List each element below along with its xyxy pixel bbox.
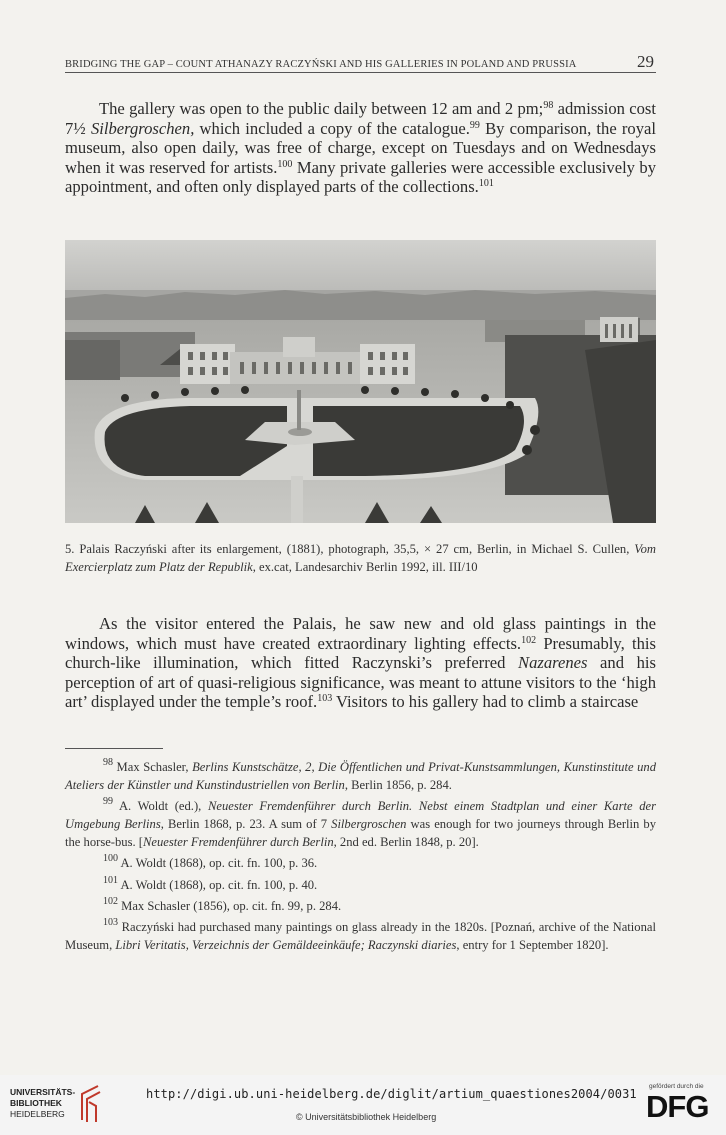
footnote-103: $^{103}$ Raczyński had purchased many paintings on glass already in the 1820s. [Poznań, archive of the National Museum, Libri Veritatis, Verzeichnis der Gemäldeeinkäufe; Raczynski diaries, entry for 1 September 1820]. [65,916,656,952]
footnote-ref-100[interactable]: 100 [277,158,293,170]
page-number: 29 [637,52,654,71]
footnote-ref-102[interactable]: 102 [521,634,537,646]
footnote-101: $^{101}$ A. Woldt (1868), op. cit. fn. 100, p. 40. [103,874,318,892]
footnote-ref-101[interactable]: 101 [478,178,494,189]
copyright-notice: © Universitätsbibliothek Heidelberg [296,1112,437,1122]
footnote-rule [65,748,163,749]
library-logo-text: UNIVERSITÄTS- BIBLIOTHEK HEIDELBERG [10,1087,76,1119]
library-logo-icon [76,1084,102,1124]
figure-caption: 5. Palais Raczyński after its enlargement, (1881), photograph, 35,5, × 27 cm, Berlin, in Michael S. Cullen, Vom Exercierplatz zum Platz der Republik, ex.cat, Landesarchiv Berlin 1992, ill. III/10 [65,542,656,574]
figure-palais-photograph [65,240,656,523]
paragraph-gallery-opening: The gallery was open to the public daily between 12 am and 2 pm;$^{98}$ admission cost 7½ Silbergroschen, which included a copy of the catalogue.$^{99}$ By comparison, the royal museum, also open daily, was free of charge, except on Tuesdays and on Wednesdays when it was reserved for artists.$^{100}$ Many private galleries were accessible exclusively by appointment, and often only displayed parts of the collections.$^{101}$ [65,99,657,196]
source-url-link[interactable]: http://digi.ub.uni-heidelberg.de/diglit/artium_quaestiones2004/0031 [146,1087,637,1101]
digitization-footer [0,1075,726,1135]
paragraph-visitor-entrance: As the visitor entered the Palais, he saw new and old glass paintings in the windows, which must have created extraordinary lighting effects.$^{102}$ Presumably, this church-like illumination, which fitted Raczynski’s preferred Nazarenes and his perception of art of quasi-religious significance, was meant to attune visitors to the ‘high art’ displayed under the temple’s roof.$^{103}$ Visitors to his gallery had to climb a staircase [65,614,656,711]
running-title: BRIDGING THE GAP – COUNT ATHANAZY RACZYŃSKI AND HIS GALLERIES IN POLAND AND PRUSSIA [65,59,577,70]
footnote-102: $^{102}$ Max Schasler (1856), op. cit. fn. 99, p. 284. [103,895,342,913]
dfg-logo: DFG [646,1089,709,1124]
running-head [65,52,656,73]
footnote-ref-99[interactable]: 99 [469,119,480,131]
footnote-ref-103[interactable]: 103 [317,693,333,704]
footnote-99: $^{99}$ A. Woldt (ed.), Neuester Fremdenführer durch Berlin. Nebst einem Stadtplan und einer Karte der Umgebung Berlins, Berlin 1868, p. 23. A sum of 7 Silbergroschen was enough for two journeys through Berlin by the horse-bus. [Neuester Fremdenführer durch Berlin, 2nd ed. Berlin 1848, p. 20]. [65,796,656,850]
footnote-98: $^{98}$ Max Schasler, Berlins Kunstschätze, 2, Die Öffentlichen und Privat-Kunstsammlungen, Kunstinstitute und Ateliers der Künstler und Kunstindustriellen von Berlin, Berlin 1856, p. 284. [65,757,656,793]
palais-photograph [65,240,656,523]
funding-label: gefördert durch die [649,1083,704,1090]
footnote-100: $^{100}$ A. Woldt (1868), op. cit. fn. 100, p. 36. [103,853,318,871]
footnotes [65,758,656,957]
footnote-ref-98[interactable]: 98 [543,100,554,111]
